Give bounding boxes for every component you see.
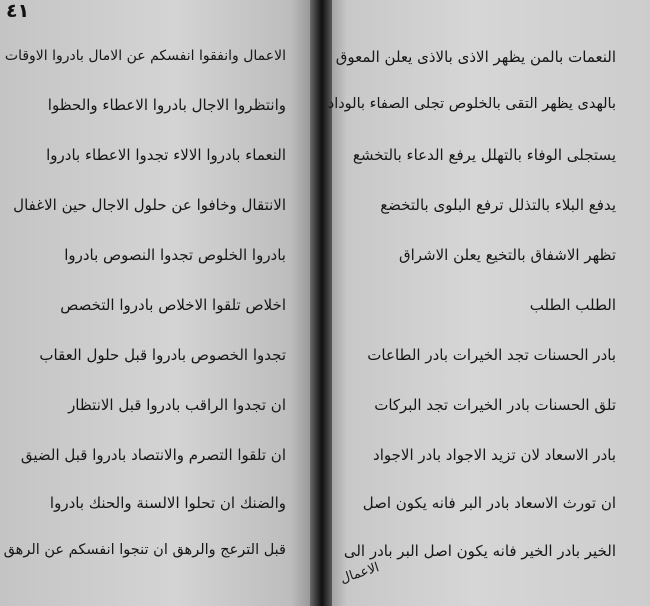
text-line: وانتظروا الاجال بادروا الاعطاء والحظوا [47,96,286,114]
text-line: بادر الاسعاد لان تزيد الاجواد بادر الاجواد [373,446,616,464]
text-line: ان تجدوا الراقب بادروا قبل الانتظار [68,396,286,414]
catchword: الاعمال [338,560,382,587]
text-line: ان تورث الاسعاد بادر البر فانه يكون اصل [362,494,616,512]
text-line: النعماء بادروا الالاء تجدوا الاعطاء بادروا [46,146,286,164]
text-line: تظهر الاشفاق بالتخيع يعلن الاشراق [398,246,616,264]
text-line: والضنك ان تحلوا الالسنة والحنك بادروا [49,494,286,512]
text-line: الانتقال وخافوا عن حلول الاجال حين الاغفال [13,196,286,214]
text-line: ان تلقوا التصرم والانتصاد بادروا قبل الضيق [20,446,286,464]
text-line: بالهدى يظهر التقى بالخلوص تجلى الصفاء بالوداد [327,96,616,112]
text-line: قبل الترعج والرهق ان تنجوا انفسكم عن الرهق [3,542,286,558]
text-line: يستجلى الوفاء بالتهلل يرفع الدعاء بالتخشع [352,146,616,164]
text-line: تلق الحسنات بادر الخيرات تجد البركات [374,396,616,414]
text-line: بادر الحسنات تجد الخيرات بادر الطاعات [367,346,616,364]
text-line: تجدوا الخصوص بادروا قبل حلول العقاب [39,346,286,364]
text-line: اخلاص تلقوا الاخلاص بادروا التخصص [60,296,286,314]
text-line: النعمات بالمن يظهر الاذى بالاذى يعلن المعوق [335,48,616,66]
book-gutter [310,0,332,606]
text-line: بادروا الخلوص تجدوا النصوص بادروا [64,246,286,264]
folio-number: ٤١ [6,0,30,22]
text-line: الخير بادر الخير فانه يكون اصل البر بادر الى [343,542,616,560]
text-line: الطلب الطلب [529,296,616,314]
text-line: يدفع البلاء بالتذلل ترفع البلوى بالتخضع [380,196,616,214]
text-line: الاعمال وانفقوا انفسكم عن الامال بادروا الاوقات [4,48,286,64]
